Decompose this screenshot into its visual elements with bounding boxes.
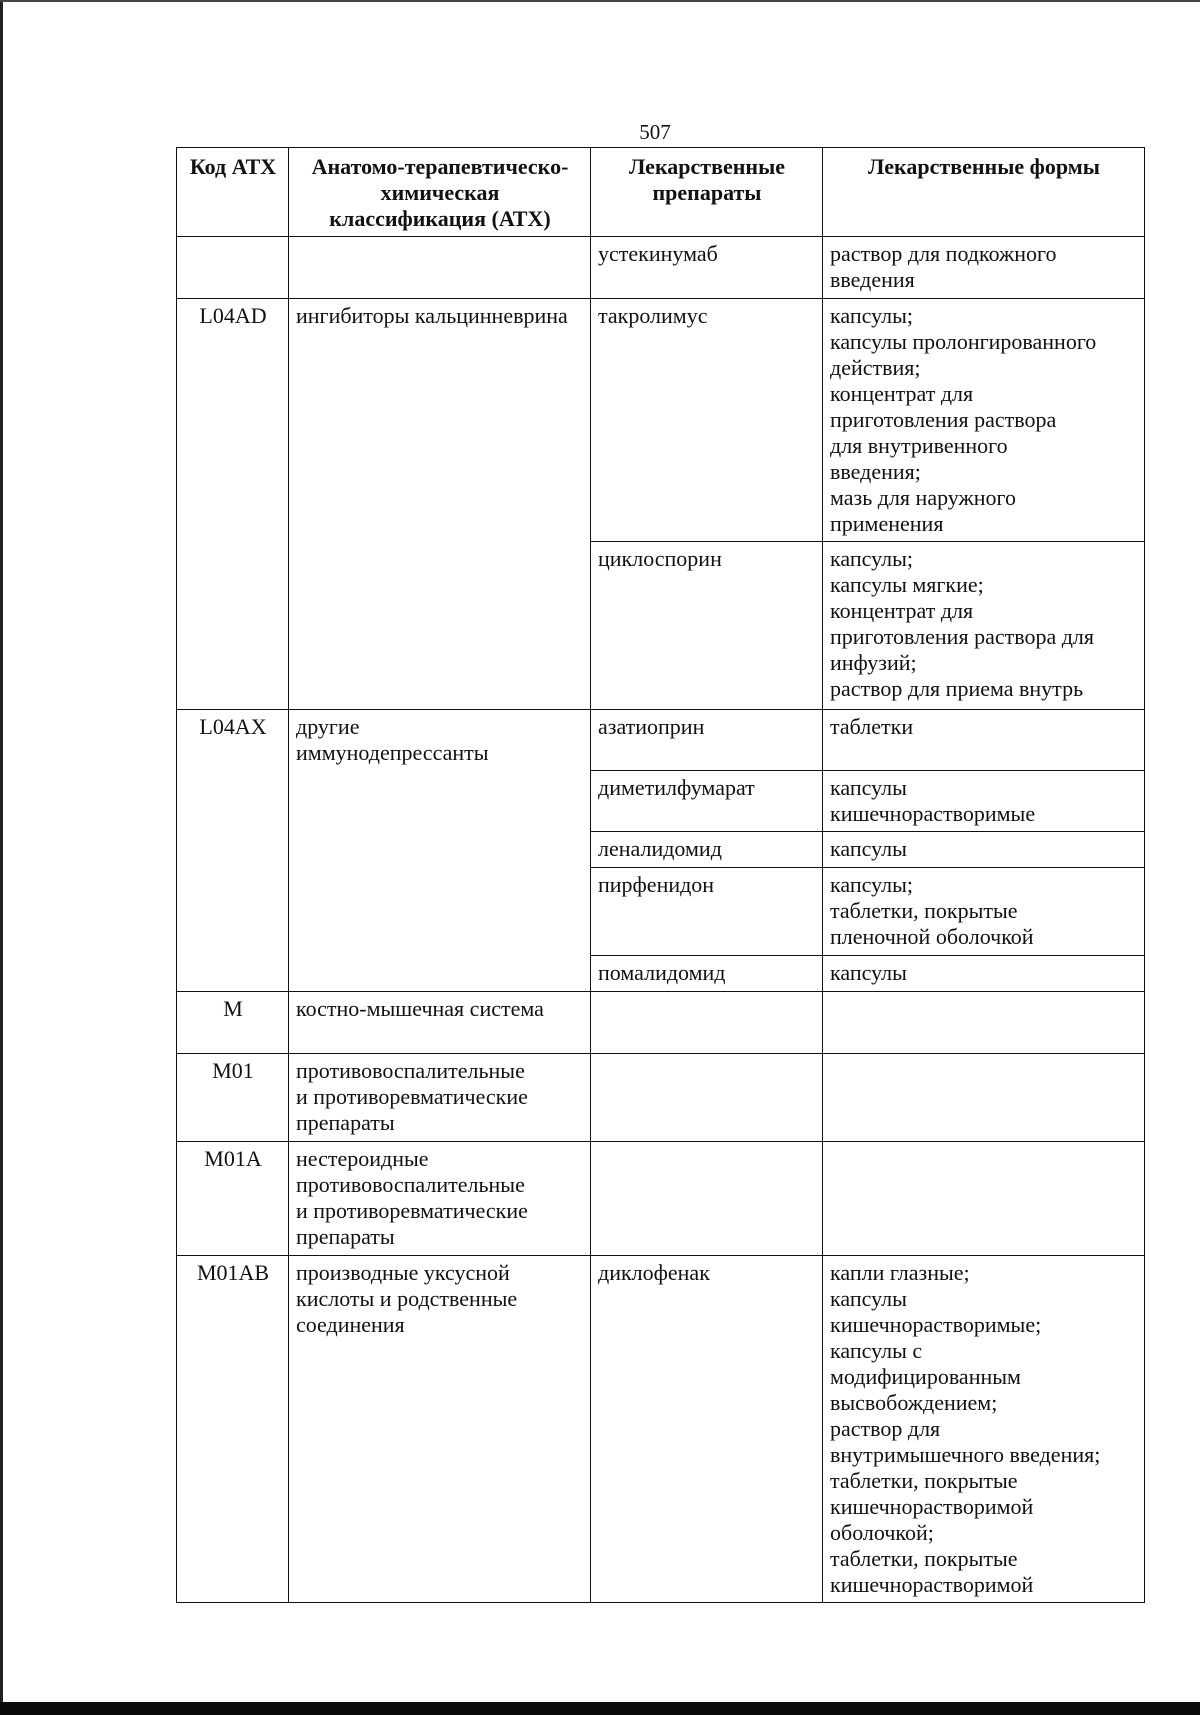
row-classification xyxy=(289,770,591,831)
row-drug: такролимус xyxy=(591,299,823,542)
row-classification xyxy=(289,867,591,955)
row-code xyxy=(177,770,289,831)
row-forms: капсулы; капсулы мягкие; концентрат для приготовления раствора для инфузий; раствор для приема внутрь xyxy=(823,542,1145,710)
row-drug: азатиоприн xyxy=(591,710,823,771)
table-row xyxy=(177,237,1145,299)
table-row xyxy=(177,299,1145,542)
row-classification: противовоспалительные и противоревматические препараты xyxy=(289,1053,591,1141)
table-row xyxy=(177,955,1145,991)
row-code: M xyxy=(177,991,289,1053)
table-row xyxy=(177,1053,1145,1141)
header-preparations: Лекарственные препараты xyxy=(591,148,823,237)
row-code: L04AD xyxy=(177,299,289,542)
table-row xyxy=(177,542,1145,710)
row-classification xyxy=(289,955,591,991)
row-classification xyxy=(289,831,591,867)
row-classification: нестероидные противовоспалительные и противоревматические препараты xyxy=(289,1141,591,1255)
row-forms: капсулы кишечнорастворимые xyxy=(823,770,1145,831)
scan-edge-left xyxy=(0,0,3,1715)
row-drug xyxy=(591,1141,823,1255)
header-code: Код АТХ xyxy=(177,148,289,237)
row-forms: капли глазные; капсулы кишечнорастворимые; капсулы с модифицированным высвобождением; раствор для внутримышечного введения; таблетки, покрытые кишечнорастворимой оболочкой; таблетки, покрытые кишечнорастворимой xyxy=(823,1255,1145,1602)
row-drug: циклоспорин xyxy=(591,542,823,710)
table-header-row xyxy=(177,148,1145,237)
row-code: L04AX xyxy=(177,710,289,771)
row-code: M01 xyxy=(177,1053,289,1141)
row-classification xyxy=(289,542,591,710)
scan-edge-top xyxy=(0,0,1200,2)
page-number: 507 xyxy=(639,120,671,144)
table-row xyxy=(177,1255,1145,1602)
row-forms xyxy=(823,991,1145,1053)
header-forms: Лекарственные формы xyxy=(823,148,1145,237)
row-drug xyxy=(591,991,823,1053)
row-classification xyxy=(289,237,591,299)
row-code xyxy=(177,867,289,955)
row-code xyxy=(177,831,289,867)
table-row xyxy=(177,867,1145,955)
row-forms: капсулы; капсулы пролонгированного действия; концентрат для приготовления раствора для внутривенного введения; мазь для наружного применения xyxy=(823,299,1145,542)
row-code xyxy=(177,542,289,710)
row-code: M01AB xyxy=(177,1255,289,1602)
table-row xyxy=(177,831,1145,867)
row-code xyxy=(177,955,289,991)
row-drug: леналидомид xyxy=(591,831,823,867)
row-forms xyxy=(823,1053,1145,1141)
row-drug: диклофенак xyxy=(591,1255,823,1602)
row-classification: ингибиторы кальцинневрина xyxy=(289,299,591,542)
row-drug xyxy=(591,1053,823,1141)
scan-edge-bottom xyxy=(0,1702,1200,1715)
row-forms: раствор для подкожного введения xyxy=(823,237,1145,299)
row-forms xyxy=(823,1141,1145,1255)
table-row xyxy=(177,710,1145,771)
header-classification: Анатомо-терапевтическо- химическая классификация (АТХ) xyxy=(289,148,591,237)
row-drug: диметилфумарат xyxy=(591,770,823,831)
row-code: M01A xyxy=(177,1141,289,1255)
row-classification: другие иммунодепрессанты xyxy=(289,710,591,771)
row-drug: помалидомид xyxy=(591,955,823,991)
row-classification: костно-мышечная система xyxy=(289,991,591,1053)
table-row xyxy=(177,991,1145,1053)
row-forms: таблетки xyxy=(823,710,1145,771)
table-row xyxy=(177,1141,1145,1255)
table-row xyxy=(177,770,1145,831)
row-forms: капсулы xyxy=(823,831,1145,867)
row-forms: капсулы; таблетки, покрытые пленочной оболочкой xyxy=(823,867,1145,955)
row-forms: капсулы xyxy=(823,955,1145,991)
atc-table xyxy=(176,147,1145,1603)
row-code xyxy=(177,237,289,299)
row-drug: устекинумаб xyxy=(591,237,823,299)
row-classification: производные уксусной кислоты и родственные соединения xyxy=(289,1255,591,1602)
row-drug: пирфенидон xyxy=(591,867,823,955)
